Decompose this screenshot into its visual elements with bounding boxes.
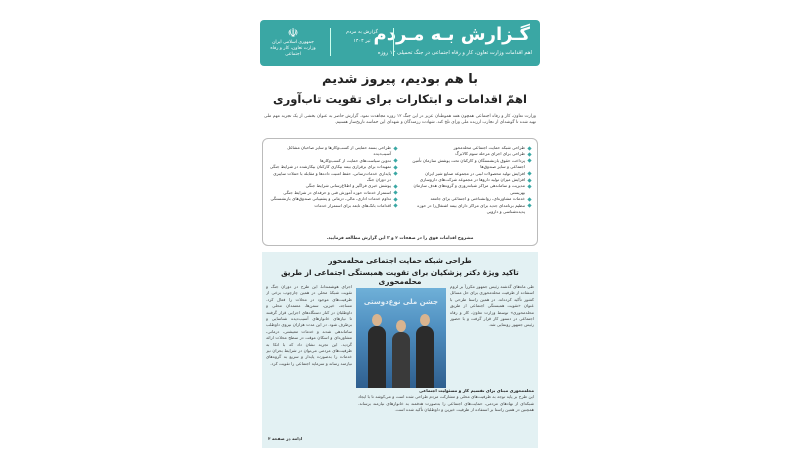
summary-item: استمرار خدمات حوزه آموزش فنی و حرفه‌ای در شرایط جنگی xyxy=(269,190,397,196)
bullet-icon xyxy=(393,165,397,169)
feature-subhead: محله‌محوری مبنای برای تقسیم کار و مسئولیت اجتماعی xyxy=(419,388,534,393)
summary-item: افزایش میزان تولید داروها در مجموعه شرکت‌های داروسازی xyxy=(403,177,531,183)
person-head xyxy=(396,320,406,332)
person-head xyxy=(420,314,430,326)
summary-item: خدمات مشاوره‌ای، روانشناختی و اجتماعی برای جامعه xyxy=(403,196,531,202)
emblem-icon: ☫ xyxy=(287,26,299,40)
feature-section xyxy=(262,252,538,448)
event-photo xyxy=(356,288,446,388)
bullet-icon xyxy=(527,184,531,188)
emblem-text-ministry: وزارت تعاون، کار و رفاه اجتماعی xyxy=(270,46,316,57)
bullet-icon xyxy=(527,159,531,163)
issue-label: گزارش به مردم xyxy=(346,30,378,35)
masthead xyxy=(260,20,540,66)
summary-box xyxy=(262,138,538,246)
feature-subtitle: تاکید ویژهٔ دکتر پزشکیان برای تقویت همبستگی اجتماعی از طریق محله‌محوری xyxy=(281,268,519,286)
summary-item: اقدامات بانک‌های تابعه برای استمرار خدمات xyxy=(269,203,397,209)
person-figure xyxy=(368,326,386,388)
summary-item: تدوین سیاست‌های حمایت از کسب‌وکارها xyxy=(269,158,397,164)
person-head xyxy=(372,314,382,326)
photo-banner-text: جشن ملی نوع‌دوستی xyxy=(363,298,439,306)
summary-item: پرداخت حقوق بازنشستگان و کارکنان تحت پوشش سازمان تأمین اجتماعی و سایر صندوق‌ها xyxy=(403,158,531,171)
summary-item: مدیریت و ساماندهی مراکز شبانه‌روزی و گروه‌های هدف سازمان بهزیستی xyxy=(403,183,531,196)
summary-item: تمهیدات برای برقراری بیمه بیکاری کارکنان بیکارشده در شرایط جنگی xyxy=(269,164,397,170)
summary-item: طراحی شبکه حمایت اجتماعی محله‌محور xyxy=(403,145,531,151)
main-headline: با هم بودیم، پیروز شدیم xyxy=(322,72,478,87)
continue-note: ادامه در صفحه ۳ xyxy=(268,436,303,441)
summary-item: پوشش خبری فراگیر و اطلاع‌رسانی شرایط جنگی xyxy=(269,183,397,189)
masthead-title: گـزارش بـه مـردم xyxy=(373,24,530,45)
bullet-icon xyxy=(393,184,397,188)
summary-item: تداوم خدمات اداری، مالی، درمانی و پشتیبانی صندوق‌های بازنشستگی xyxy=(269,196,397,202)
summary-list-right xyxy=(403,145,531,215)
summary-item: طراحی بسته حمایتی از کسب‌وکارها و سایر صاحبان مشاغل آسیب‌دیده xyxy=(269,145,397,158)
bullet-icon xyxy=(393,159,397,163)
bullet-icon xyxy=(527,204,531,208)
feature-text-bottom xyxy=(358,388,534,442)
bullet-icon xyxy=(393,204,397,208)
person-figure xyxy=(416,326,434,388)
bullet-icon xyxy=(527,197,531,201)
masthead-subtitle: اهم اقدامات وزارت تعاون، کار و رفاه اجتماعی در جنگ تحمیلی ۱۲ روزه xyxy=(377,50,532,56)
summary-list-left xyxy=(269,145,397,209)
bullet-icon xyxy=(527,178,531,182)
summary-item: تنظیم برنامه‌ای جدید برای مراکز دارای بیمه اشتغال‌زا در حوزه پدیده‌شناسی و دارویی xyxy=(403,203,531,216)
newsletter-page xyxy=(260,20,540,450)
bullet-icon xyxy=(393,191,397,195)
bullet-icon xyxy=(527,146,531,150)
bullet-icon xyxy=(393,197,397,201)
bullet-icon xyxy=(393,146,397,150)
issue-info xyxy=(330,28,394,56)
summary-item: طراحی برای اجرای مرحله سوم کالابرگ xyxy=(403,151,531,157)
summary-item: پایداری خدمات‌رسانی، حفظ امنیت داده‌ها و مقابله با حملات سایبری در دوران جنگ xyxy=(269,171,397,184)
person-figure xyxy=(392,332,410,388)
emblem-text-country: جمهوری اسلامی ایران xyxy=(272,40,314,45)
intro-paragraph: وزارت تعاون، کار و رفاه اجتماعی همچون همه همو‌طنان عزیز در این جنگ ۱۲ روزه مجاهدت نمود. گزارش حاضر به عنوان بخشی از یک تجربه مهم ملی تهیه شده تا گوشه‌ای از تجارب ارزنده ملی ورای تلخ کند. شهادت رزمندگان و شهدای این حماسه تاریخ‌ساز هستیم. xyxy=(264,114,536,126)
more-details-note: مشروح اقدامات فوق را در صفحات ۲ و ۳ این گزارش مطالعه فرمایید. xyxy=(326,236,474,241)
feature-title: طراحی شبکه حمایت اجتماعی محله‌محور xyxy=(328,256,472,265)
feature-text-left: اجرای هوشمندانهٔ این طرح در دوران جنگ و تقویت شبکهٔ محلی در همین چارچوب برخی از ظرفیت‌های موجود در محلات را فعال کرد. مساجد، خیرین، سمن‌ها، معتمدان محلی و داوطلبان در کنار دستگاه‌های اجرایی قرار گرفتند تا نیازهای خانوارهای آسیب‌دیده شناسایی و برطرف شود. در این مدت هزاران نیروی داوطلب ساماندهی شدند و خدمات معیشتی، درمانی، مشاوره‌ای و اسکان موقت در سطح محلات ارائه گردید. این تجربه نشان داد که با اتکا به ظرفیت‌های مردمی می‌توان در شرایط بحران نیز خدمات را به‌صورت پایدار و سریع به گروه‌های نیازمند رساند و سرمایه اجتماعی را تقویت کرد. xyxy=(266,284,352,366)
bullet-icon xyxy=(527,172,531,176)
feature-text-right: طی ماه‌های گذشته رئیس جمهور مکرراً بر لزوم استفاده از ظرفیت محله‌محوری برای حل مسائل کشور تأکید کرده‌اند. در همین راستا طرحی با عنوان «تقویت همبستگی اجتماعی از طریق محله‌محوری» توسط وزارت تعاون، کار و رفاه اجتماعی در دستور کار قرار گرفت و با حضور رئیس جمهور رونمایی شد. xyxy=(450,284,534,328)
bullet-icon xyxy=(393,172,397,176)
ministry-logo xyxy=(268,26,318,60)
secondary-headline: اهمّ اقدامات و ابتکارات برای تقویت تاب‌آوری xyxy=(273,92,527,106)
summary-item: افزایش تولید محصولات لبنی در مجموعه صنایع شیر ایران xyxy=(403,171,531,177)
feature-bottom-body: این طرح بر پایه توجه به ظرفیت‌های محلی و مشارکت مردم طراحی شده است و می‌کوشد تا با ایجاد شبکه‌ای از نهادهای مردمی، حمایت‌های اجتماعی را به‌صورت هدفمند به خانوارهای نیازمند برساند. همچنین در همین راستا بر استفاده از ظرفیت خیرین و داوطلبان تأکید شده است. xyxy=(358,394,534,413)
issue-date: تیر ۱۴۰۴ xyxy=(353,39,371,44)
bullet-icon xyxy=(527,152,531,156)
